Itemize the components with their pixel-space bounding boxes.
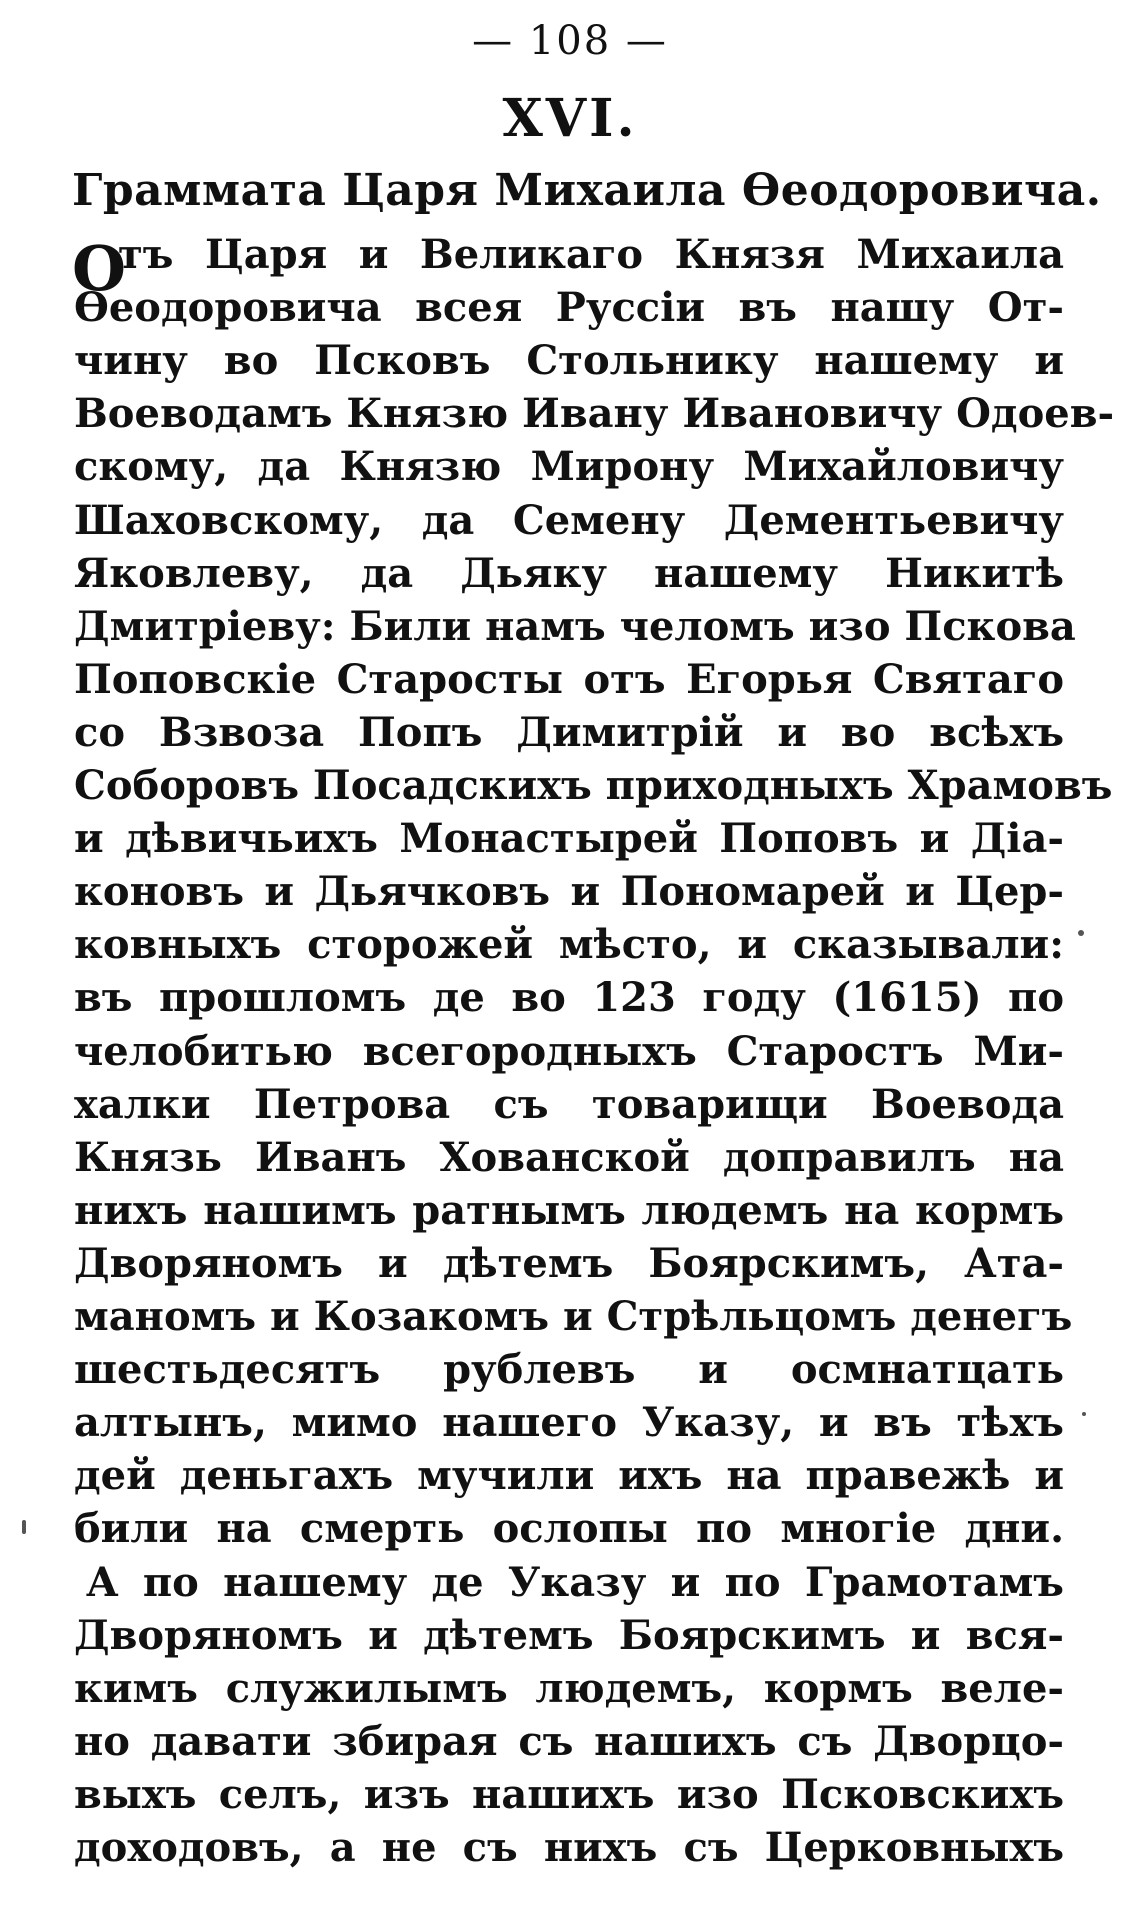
document-title: Граммата Царя Михаила Өеодоровича. xyxy=(72,165,1102,216)
section-number: XVI. xyxy=(502,88,638,149)
text-line: и дѣвичьихъ Монастырей Поповъ и Діа- xyxy=(74,815,1064,863)
text-line: ковныхъ сторожей мѣсто, и сказывали: xyxy=(74,921,1064,969)
text-line: халки Петрова съ товарищи Воевода xyxy=(74,1080,1064,1128)
text-line: коновъ и Дьячковъ и Пономарей и Цер- xyxy=(74,868,1064,916)
text-line: но давати збирая съ нашихъ съ Дворцо- xyxy=(74,1717,1064,1765)
text-line: Шаховскому, да Семену Дементьевичу xyxy=(74,496,1064,544)
text-line: скому, да Князю Мирону Михайловичу xyxy=(74,443,1064,491)
text-line: со Взвоза Попъ Димитрій и во всѣхъ xyxy=(74,708,1064,756)
text-line: челобитью всегородныхъ Старостъ Ми- xyxy=(74,1027,1064,1075)
drop-cap: О xyxy=(72,232,127,305)
text-line: въ прошломъ де во 123 году (1615) по xyxy=(74,974,1064,1022)
text-line: нихъ нашимъ ратнымъ людемъ на кормъ xyxy=(74,1186,1064,1234)
text-line: дей деньгахъ мучили ихъ на правежѣ и xyxy=(74,1452,1064,1500)
text-line: кимъ служилымъ людемъ, кормъ веле- xyxy=(74,1664,1064,1712)
text-line: А по нашему де Указу и по Грамотамъ xyxy=(86,1558,1064,1606)
text-line: Поповскіе Старосты отъ Егорья Святаго xyxy=(74,655,1064,703)
page-number: — 108 — xyxy=(472,18,668,64)
text-line: тъ Царя и Великаго Князя Михаила xyxy=(118,231,1064,278)
text-line: алтынъ, мимо нашего Указу, и въ тѣхъ xyxy=(74,1399,1064,1447)
text-line: маномъ и Козакомъ и Стрѣльцомъ денегъ xyxy=(74,1293,1073,1340)
text-line: били на смерть ослопы по многіе дни. xyxy=(74,1505,1064,1553)
text-line: Өеодоровича всея Руссіи въ нашу От- xyxy=(74,284,1064,332)
text-line: Дворяномъ и дѣтемъ Боярскимъ и вся- xyxy=(74,1611,1064,1659)
speck-mark xyxy=(1078,930,1084,936)
text-line: чину во Псковъ Стольнику нашему и xyxy=(74,337,1064,385)
text-line: выхъ селъ, изъ нашихъ изо Псковскихъ xyxy=(74,1770,1064,1818)
text-line: шестьдесятъ рублевъ и осмнатцать xyxy=(74,1346,1064,1394)
text-line: доходовъ, а не съ нихъ съ Церковныхъ xyxy=(74,1824,1064,1871)
text-line: Воеводамъ Князю Ивану Ивановичу Одоев- xyxy=(74,390,1115,438)
text-line: Дмитріеву: Били намъ челомъ изо Пскова xyxy=(74,602,1076,650)
speck-mark xyxy=(1082,1412,1086,1416)
speck-mark xyxy=(22,1520,26,1534)
text-line: Соборовъ Посадскихъ приходныхъ Храмовъ xyxy=(74,762,1113,809)
text-line: Дворяномъ и дѣтемъ Боярскимъ, Ата- xyxy=(74,1239,1064,1287)
text-line: Яковлеву, да Дьяку нашему Никитѣ xyxy=(74,549,1064,597)
text-line: Князь Иванъ Хованской доправилъ на xyxy=(74,1133,1064,1181)
